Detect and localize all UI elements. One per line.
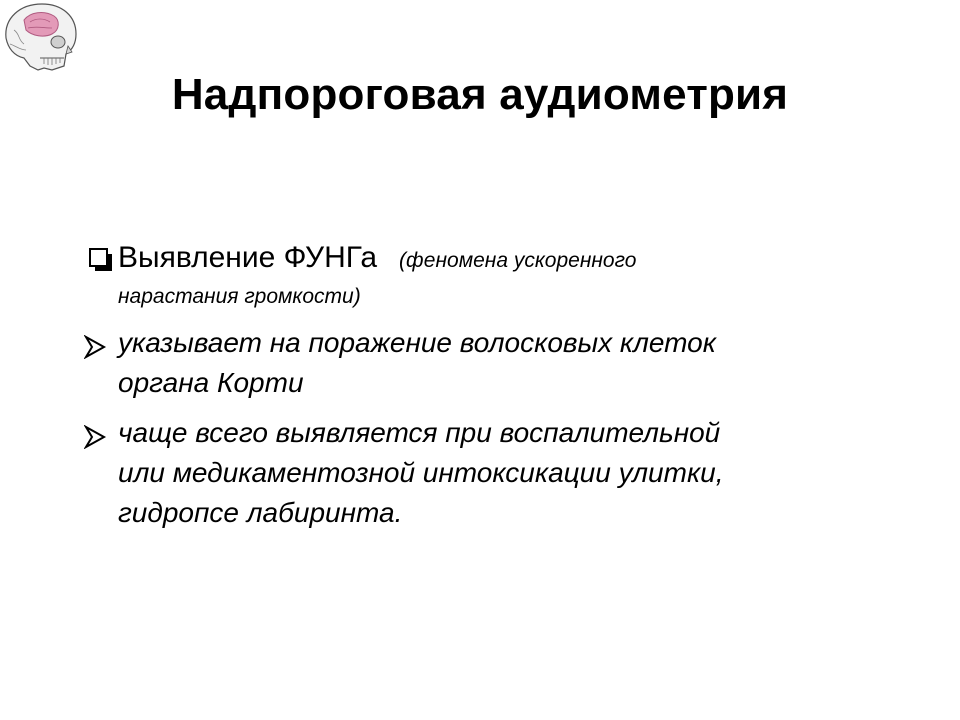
bullet-sub-2 <box>88 413 888 533</box>
bullet-list <box>88 240 888 533</box>
checkbox-square-bullet-icon <box>88 247 114 273</box>
bullet-sub-1-line2: органа Корти <box>118 367 304 398</box>
slide-title: Надпороговая аудиометрия <box>171 70 789 119</box>
bullet-main-note-line2: нарастания громкости) <box>118 285 361 308</box>
bullet-sub-2-line1: чаще всего выявляется при воспалительной <box>118 417 721 448</box>
bullet-main <box>88 240 888 311</box>
arrow-bullet-icon <box>84 330 108 354</box>
bullet-main-note-line1: (феномена ускоренного <box>399 249 637 272</box>
bullet-sub-2-line3: гидропсе лабиринта. <box>118 497 403 528</box>
bullet-main-text: Выявление ФУНГа <box>118 241 378 274</box>
bullet-sub-1 <box>88 323 888 403</box>
skull-icon <box>0 0 82 74</box>
bullet-sub-2-line2: или медикаментозной интоксикации улитки, <box>118 457 724 488</box>
arrow-bullet-icon <box>84 420 108 444</box>
bullet-sub-1-line1: указывает на поражение волосковых клеток <box>118 327 716 358</box>
